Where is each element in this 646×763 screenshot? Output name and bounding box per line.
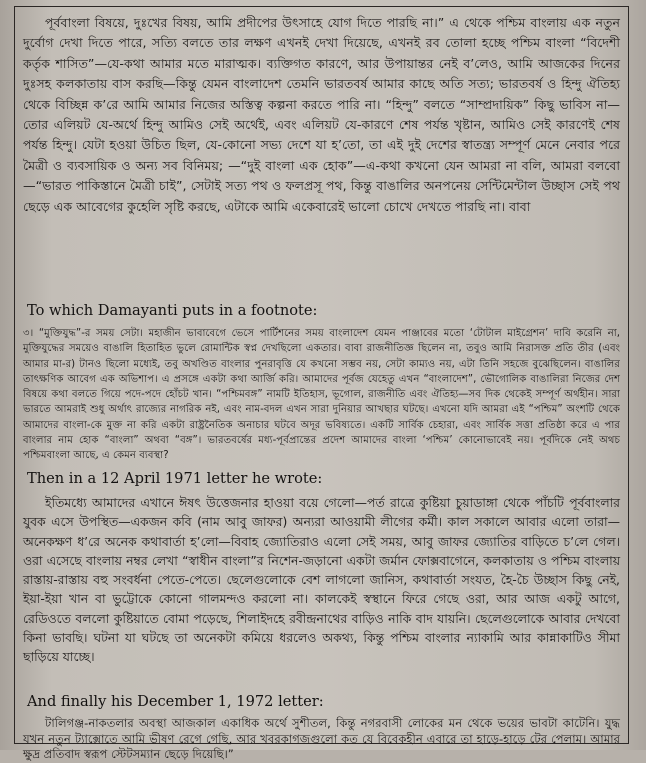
boxed-excerpt — [14, 6, 629, 761]
footnote-intro-heading: To which Damayanti puts in a footnote: — [27, 302, 318, 319]
letter-1972-text: টালিগঞ্জ-নাকতলার অবস্থা আজকাল একাধিক অর্থে সুশীতল, কিন্তু নগরবাসী লোকের মন থেকে ভয়ের ভাবটা কাটেনি। যুদ্ধ যখন নতুন ট্যাক্সোতে আমি ভীষণ রেগে গেছি, আর খবরকাগজগুলো কত যে বিবেকহীন এবারে তা হাড়ে-হাড়ে টের পেলাম। আমার ক্ষুদ্র প্রতিবাদ স্বরূপ স্টেটসম্যান ছেড়ে দিয়েছি।” — [23, 716, 620, 761]
letter-1971-excerpt — [23, 493, 620, 690]
letter-1971-heading: Then in a 12 April 1971 letter he wrote: — [27, 470, 323, 487]
letter-1972-heading: And finally his December 1, 1972 letter: — [27, 693, 324, 710]
letter-1971-text: ইতিমধ্যে আমাদের এখানে ঈষৎ উত্তেজনার হাওয়া বয়ে গেলো—পর্ত রাত্রে কুষ্টিয়া চুয়াডাঙ্গা থেকে পাঁচটি পূর্ববাংলার যুবক এসে উপস্থিত—একজন কবি (নাম আবু জাফর) অন্যরা আওয়ামী লীগের কর্মী। কাল সকালে আবার এলো তারা—অনেকক্ষণ ধ’রে অনেক কথাবার্তা হ’লো—বিবাহ জ্যোতিরাও এলো সেই সময়, আবু জাফর জ্যোতির বাড়িতে চ’লে গেল। ওরা এসেছে বাংলায় নম্বর লেখা “স্বাধীন বাংলা”র নিশেন-জড়ানো একটা জর্মান ফোক্সবাগেনে, কলকাতায় ও পশ্চিম বাংলায় রাস্তায়-রাস্তায় বহু সংবর্ধনা পেতে-পেতে। ছেলেগুলোকে বেশ লাগলো জানিস, কথাবার্তা সংযত, হৈ-চৈ উচ্ছাস কিছু নেই, ইয়া-ইয়া খান বা ভুট্টোকে কোনো গালমন্দও করলো না। কালকেই স্বস্থানে ফিরে গেছে ওরা, আর আজ একটু আগে, রেডিওতে বললো কুষ্টিয়াতে বোমা পড়েছে, শিলাইদহে রবীন্দ্রনাথের বাড়িও নাকি বাদ যায়নি। ছেলেগুলোকে আবার দেখবো কিনা ভাবছি। ঘটনা যা ঘটছে তা অনেকটা কমিয়ে ধরলেও অকথ্য, কিন্তু পশ্চিম বাংলার ন্যাকামি আর কান্নাকাটিও সীমা ছাড়িয়ে যাচ্ছে। — [23, 495, 620, 665]
letter-excerpt-text: পূর্ববাংলা বিষয়ে, দুঃখের বিষয়, আমি প্রদীপের উৎসাহে যোগ দিতে পারছি না।” এ থেকে পশ্চিম বাংলায় এক নতুন দুর্বোগ দেখা দিতে পারে, সত্যি বলতে তার লক্ষণ এখনই দেখা দিয়েছে, এখনই রব তোলা হচ্ছে পশ্চিম বাংলা “বিদেশী কর্তৃক শাসিত”—যে-কথা আমার মতে মারাত্মক। ব্যক্তিগত কারণে, আর উপায়ান্তর নেই ব’লেও, আমি আজকের দিনের দুঃসহ কলকাতায় বাস করছি—কিন্তু যেমন বাংলাদেশ তেমনি ভারতবর্ষ আমার কাছে অতি সত্য; ভারতবর্ষ ও হিন্দু ঐতিহ্য থেকে বিচ্ছিন্ন ক’রে আমি আমার নিজের অস্তিত্ব কল্পনা করতে পারি না। “হিন্দু” বলতে “সাম্প্রদায়িক” কিছু ভাবিস না—তোর এলিয়ট যে-অর্থে হিন্দু আমিও সেই অর্থেই, এবং এলিয়ট যে-কারণে শেষ পর্যন্ত খৃষ্টান, আমিও সেই কারণেই শেষ পর্যন্ত হিন্দু। যেটা হওয়া উচিত ছিল, যে-কোনো সভ্য দেশে যা হ’তো, তা এই দুই দেশের স্বাতন্ত্র্য সম্পূর্ণ মেনে নেবার পরে মৈত্রী ও ব্যবসায়িক ও অন্য সব বিনিময়; —“দুই বাংলা এক হোক”—এ-কথা কখনো যেন আমরা না বলি, আমরা বলবো—“ভারত পাকিস্তানে মৈত্রী চাই”, সেটাই সত্য পথ ও ফলপ্রসূ পথ, কিন্তু বাঙালির অনপনেয় সেন্টিমেন্টাল উচ্ছাস সেই পথ ছেড়ে এক আবেগের কুহেলি সৃষ্টি করছে, এটাকে আমি একেবারেই ভালো চোখে দেখতে পারছি না। বাবা — [23, 15, 620, 214]
footnote-text: ৩। “মুক্তিযুদ্ধ”-র সময় সেটা। মহাজীন ভাবাবেগে ভেসে পার্টিশনের সময় বাংলাদেশ যেমন পাঞ্জাবের মতো ‘টোটাল মাইগ্রেশন’ দাবি করেনি না, মুক্তিযুদ্ধের সময়েও বাঙালি হিতাহিত ভুলে রোমান্টিক স্বপ্ন দেখছিলো একতার। বাবা রাজনীতিজ্ঞ ছিলেন না, তবুও আমি নিরাসক্ত প্রতি তীর (এবং আমার মা-র) টানও ছিলো মধ্যেই, তবু অখণ্ডিত বাংলার পুনরাবৃত্তি যে কখনো সম্ভব নয়, সেটা কাম্যও নয়, এটা তিনি সহজে বুঝেছিলেন। বাঙালির তাৎক্ষণিক আবেগ এক অভিশাপ। এ প্রসঙ্গে একটা কথা আর্জি করি। আমাদের পূর্বজ যেহেতু এখন “বাংলাদেশ”, ভৌগোলিক বাঙালিরা নিজের দেশ বিষয়ে কথা বলতে গিয়ে পদে-পদে হোঁচট খান। “পশ্চিমবঙ্গ” নামটি ইতিহাস, ভূগোল, রাজনীতি এবং ঐতিহ্য—সব দিক থেকেই সম্পূর্ণ অর্থহীন। সারা ভারতে আমরাই শুধু অর্থাৎ রাজ্যের নাগরিক নই, এবং নাম-বদল এখন সারা দুনিয়ার আখছার ঘটছে। এখনো যদি আমরা এই “পশ্চিম” অংশটি থেকে আমাদের বাংলা-কে মুক্ত না করি একটা রাষ্ট্রনৈতিক অনাচার ঘটবে অদূর ভবিষ্যতে। একটি সার্বিক চেহারা, এবং সার্বিক সত্তা প্রতিষ্ঠা করে এ পার বাংলার নাম হোক “বাংলা” অথবা “বঙ্গ”। ভারতবর্ষের মধ্য-পূর্বপ্রান্তের প্রদেশ আমাদের বাংলা ‘পশ্চিম’ কোনোভাবেই নয়। পূর্বদিকে নেই অথচ পশ্চিমবাংলা আছে, এ কেমন ব্যবস্থা? — [23, 328, 620, 462]
letter-1972-excerpt — [23, 716, 620, 761]
letter-excerpt-bengali — [23, 13, 620, 298]
